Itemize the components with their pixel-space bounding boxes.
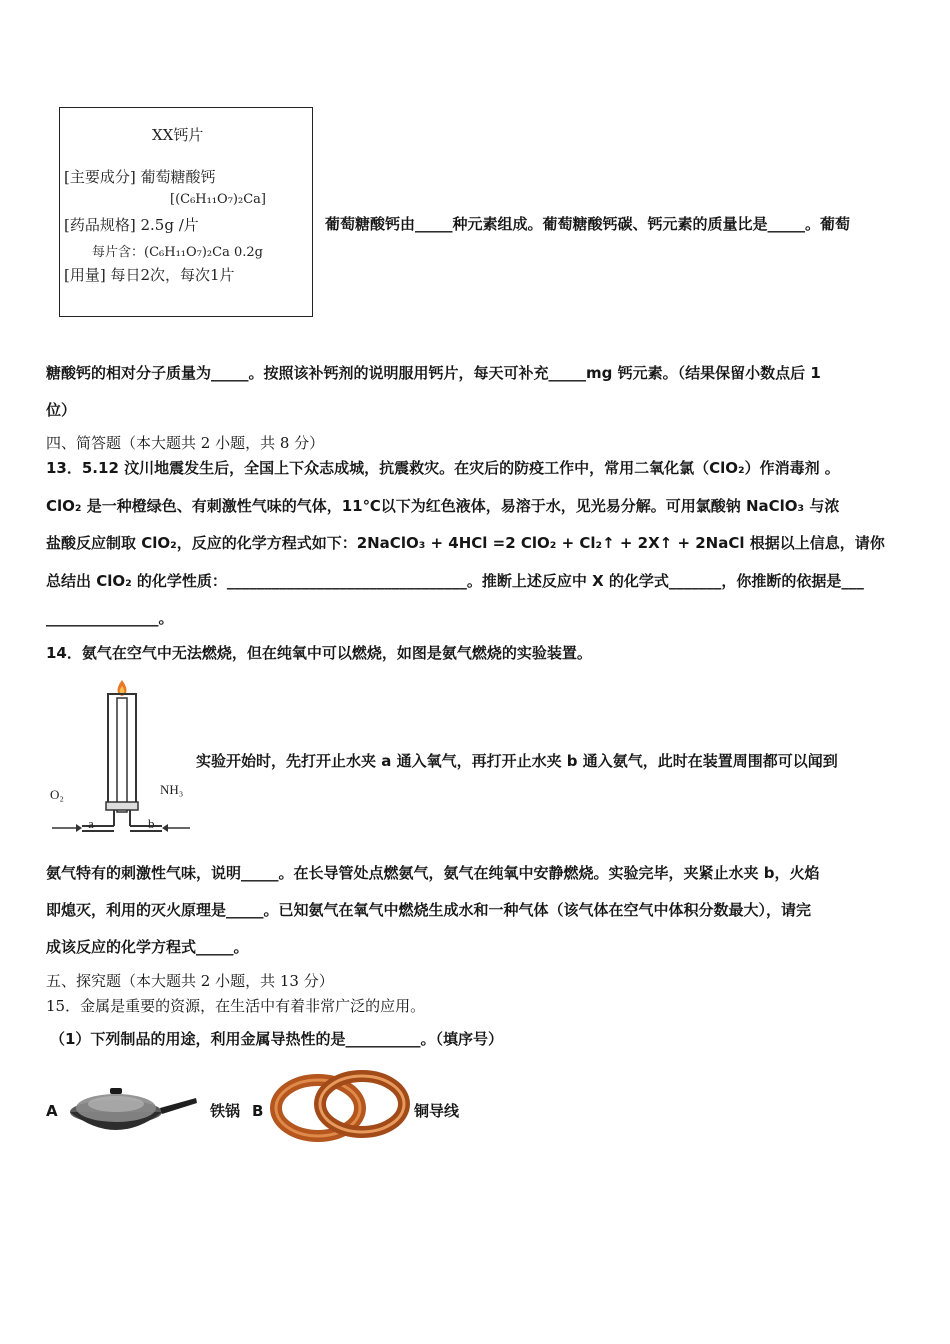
nh3-arrow-icon [162, 824, 168, 832]
q12-line3: 位） [46, 401, 77, 419]
clamp-b-label: b [148, 816, 155, 831]
o2-arrow-icon [76, 824, 82, 832]
q12-line2: 糖酸钙的相对分子质量为_____。按照该补钙剂的说明服用钙片，每天可补充_____mg 钙元素。（结果保留小数点后 1 [46, 364, 821, 382]
q13-line3: 盐酸反应制取 ClO₂，反应的化学方程式如下：2NaClO₃ + 4HCl =2 ClO₂ + Cl₂↑ + 2X↑ + 2NaCl 根据以上信息，请你 [46, 534, 885, 552]
q13-line4: 总结出 ClO₂ 的化学性质：________________________________。推断上述反应中 X 的化学式_______，你推断的依据是___ [46, 572, 864, 590]
o2-label: O₂ [50, 787, 64, 802]
wok-icon [66, 1078, 200, 1142]
ammonia-combustion-apparatus [46, 676, 196, 836]
outer-tube [108, 694, 136, 806]
section4-title: 四、简答题（本大题共 2 小题，共 8 分） [46, 434, 325, 452]
q14-side-text: 实验开始时，先打开止水夹 a 通入氧气，再打开止水夹 b 通入氨气，此时在装置周围都可以闻到 [196, 752, 838, 770]
clamp-a-label: a [88, 816, 94, 831]
q13-line1: 13．5.12 汶川地震发生后，全国上下众志成城，抗震救灾。在灾后的防疫工作中，常用二氧化氯（ClO₂）作消毒剂 。 [46, 459, 840, 477]
q13-line2: ClO₂ 是一种橙绿色、有刺激性气味的气体，11℃以下为红色液体，易溶于水，见光易分解。可用氯酸钠 NaClO₃ 与浓 [46, 497, 840, 515]
q13-line5: _______________。 [46, 609, 174, 627]
q14-line3: 即熄灭，利用的灭火原理是_____。已知氨气在氧气中燃烧生成水和一种气体（该气体在空气中体积分数最大），请完 [46, 901, 812, 919]
copper-wire-icon [270, 1070, 410, 1142]
option-a-text: 铁锅 [210, 1102, 241, 1120]
option-b-text: 铜导线 [414, 1102, 460, 1120]
nh3-label: NH₃ [160, 782, 184, 797]
inner-tube [117, 698, 127, 812]
q14-line2: 氨气特有的刺激性气味，说明_____。在长导管处点燃氨气，氨气在纯氧中安静燃烧。实验完毕，夹紧止水夹 b，火焰 [46, 864, 820, 882]
q12-line1: 葡萄糖酸钙由_____种元素组成。葡萄糖酸钙碳、钙元素的质量比是_____。葡萄 [325, 215, 851, 233]
label-spec: [药品规格] 2.5g /片 [64, 216, 199, 234]
q15-sub1: （1）下列制品的用途，利用金属导热性的是__________。（填序号） [50, 1030, 503, 1048]
q14-line4: 成该反应的化学方程式_____。 [46, 938, 249, 956]
label-dosage: [用量] 每日2次，每次1片 [64, 266, 235, 284]
q14-line1: 14．氨气在空气中无法燃烧，但在纯氧中可以燃烧，如图是氨气燃烧的实验装置。 [46, 644, 592, 662]
section5-title: 五、探究题（本大题共 2 小题，共 13 分） [46, 972, 334, 990]
calcium-label-box [59, 107, 313, 317]
q15-intro: 15．金属是重要的资源，在生活中有着非常广泛的应用。 [46, 997, 426, 1015]
option-a-letter: A [46, 1102, 58, 1120]
label-title: XX钙片 [152, 126, 204, 144]
option-b-letter: B [252, 1102, 264, 1120]
label-formula: [(C₆H₁₁O₇)₂Ca] [170, 192, 266, 207]
label-content: 每片含：(C₆H₁₁O₇)₂Ca 0.2g [92, 245, 263, 260]
label-main-ingredient: [主要成分] 葡萄糖酸钙 [64, 168, 216, 186]
